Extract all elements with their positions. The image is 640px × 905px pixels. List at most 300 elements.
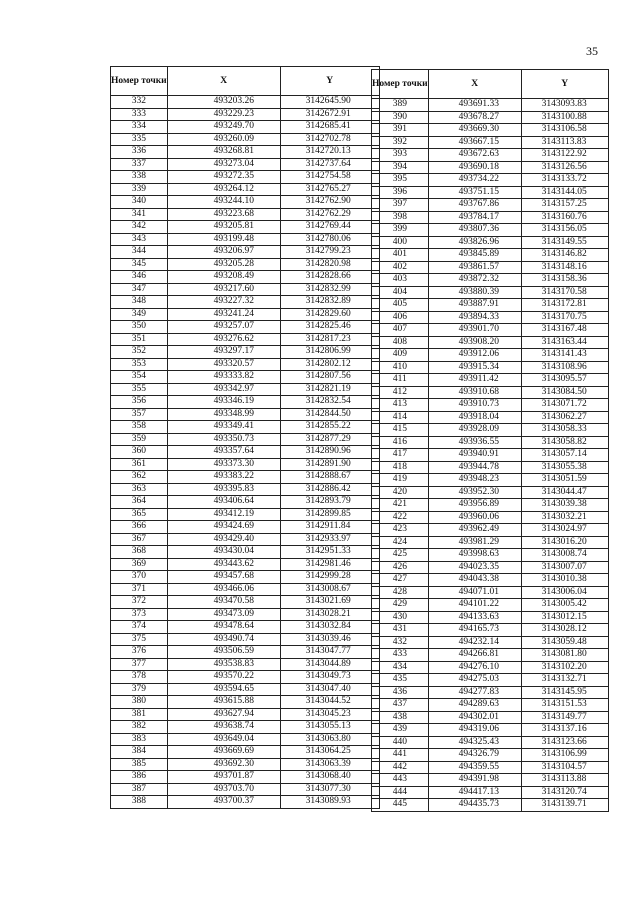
table-row	[111, 758, 380, 771]
table-row	[372, 736, 609, 749]
point-number-cell: 428	[372, 586, 429, 599]
y-coordinate-cell: 3142899.85	[280, 508, 379, 521]
point-number-cell: 437	[372, 699, 429, 712]
table-row	[372, 536, 609, 549]
table-row	[372, 586, 609, 599]
table-row	[372, 786, 609, 799]
y-coordinate-cell: 3143163.44	[521, 336, 608, 349]
table-row	[111, 196, 380, 209]
x-coordinate-cell: 493594.65	[167, 683, 280, 696]
table-row	[372, 99, 609, 112]
y-coordinate-cell: 3142645.90	[280, 96, 379, 109]
y-coordinate-cell: 3143149.77	[521, 711, 608, 724]
point-number-cell: 407	[372, 324, 429, 337]
point-number-cell: 390	[372, 111, 429, 124]
table-row	[372, 286, 609, 299]
table-row	[111, 646, 380, 659]
y-coordinate-cell: 3142737.64	[280, 158, 379, 171]
point-number-cell: 363	[111, 483, 168, 496]
table-row	[111, 746, 380, 759]
point-number-cell: 408	[372, 336, 429, 349]
x-coordinate-cell: 494101.22	[428, 599, 521, 612]
point-number-cell: 334	[111, 121, 168, 134]
table-row	[111, 258, 380, 271]
x-coordinate-cell: 493208.49	[167, 271, 280, 284]
x-coordinate-cell: 493457.68	[167, 571, 280, 584]
point-number-cell: 418	[372, 461, 429, 474]
x-coordinate-cell: 493627.94	[167, 708, 280, 721]
point-number-cell: 359	[111, 433, 168, 446]
x-coordinate-cell: 493570.22	[167, 671, 280, 684]
x-coordinate-cell: 493944.78	[428, 461, 521, 474]
x-coordinate-cell: 493690.18	[428, 161, 521, 174]
point-number-cell: 360	[111, 446, 168, 459]
x-coordinate-cell: 493206.97	[167, 246, 280, 259]
x-coordinate-cell: 493667.15	[428, 136, 521, 149]
table-row	[111, 546, 380, 559]
y-coordinate-cell: 3142762.29	[280, 208, 379, 221]
x-coordinate-cell: 493915.34	[428, 361, 521, 374]
y-coordinate-cell: 3143084.50	[521, 386, 608, 399]
point-number-cell: 411	[372, 374, 429, 387]
point-number-cell: 356	[111, 396, 168, 409]
point-number-cell: 362	[111, 471, 168, 484]
y-coordinate-cell: 3143039.38	[521, 499, 608, 512]
table-row	[372, 361, 609, 374]
y-coordinate-cell: 3143045.23	[280, 708, 379, 721]
y-coordinate-cell: 3142891.90	[280, 458, 379, 471]
x-coordinate-cell: 494326.79	[428, 749, 521, 762]
point-number-cell: 348	[111, 296, 168, 309]
point-number-cell: 405	[372, 299, 429, 312]
table-row	[111, 733, 380, 746]
table-row	[111, 671, 380, 684]
x-coordinate-cell: 493348.99	[167, 408, 280, 421]
x-coordinate-cell: 494359.55	[428, 761, 521, 774]
x-coordinate-cell: 493257.07	[167, 321, 280, 334]
table-row	[111, 171, 380, 184]
point-number-cell: 403	[372, 274, 429, 287]
point-number-cell: 338	[111, 171, 168, 184]
point-number-cell: 443	[372, 774, 429, 787]
y-coordinate-cell: 3142672.91	[280, 108, 379, 121]
table-row	[372, 774, 609, 787]
y-coordinate-cell: 3142702.78	[280, 133, 379, 146]
point-number-cell: 351	[111, 333, 168, 346]
x-coordinate-cell: 493912.06	[428, 349, 521, 362]
point-number-cell: 438	[372, 711, 429, 724]
y-coordinate-cell: 3142685.41	[280, 121, 379, 134]
table-row	[372, 124, 609, 137]
y-coordinate-cell: 3142886.42	[280, 483, 379, 496]
table-row	[111, 683, 380, 696]
x-coordinate-cell: 493678.27	[428, 111, 521, 124]
y-coordinate-cell: 3143145.95	[521, 686, 608, 699]
point-number-cell: 381	[111, 708, 168, 721]
table-row	[111, 521, 380, 534]
x-coordinate-cell: 493807.36	[428, 224, 521, 237]
point-number-cell: 389	[372, 99, 429, 112]
y-coordinate-cell: 3143126.56	[521, 161, 608, 174]
y-coordinate-cell: 3143044.47	[521, 486, 608, 499]
x-coordinate-cell: 493227.32	[167, 296, 280, 309]
x-coordinate-cell: 493861.57	[428, 261, 521, 274]
table-row	[111, 108, 380, 121]
table-row	[372, 411, 609, 424]
x-coordinate-cell: 493638.74	[167, 721, 280, 734]
table-row	[111, 596, 380, 609]
x-coordinate-cell: 493998.63	[428, 549, 521, 562]
y-coordinate-cell: 3143108.96	[521, 361, 608, 374]
table-row	[372, 249, 609, 262]
table-header-row	[372, 70, 609, 99]
table-row	[111, 408, 380, 421]
x-coordinate-cell: 494276.10	[428, 661, 521, 674]
point-number-cell: 396	[372, 186, 429, 199]
y-coordinate-cell: 3143051.59	[521, 474, 608, 487]
table-row	[111, 371, 380, 384]
table-row	[111, 483, 380, 496]
table-row	[372, 261, 609, 274]
table-row	[372, 711, 609, 724]
table-body-left	[111, 96, 380, 809]
table-row	[111, 396, 380, 409]
y-coordinate-cell: 3143151.53	[521, 699, 608, 712]
table-row	[111, 696, 380, 709]
x-coordinate-cell: 494043.38	[428, 574, 521, 587]
y-coordinate-cell: 3142821.19	[280, 383, 379, 396]
x-coordinate-cell: 493887.91	[428, 299, 521, 312]
point-number-cell: 341	[111, 208, 168, 221]
y-coordinate-cell: 3143170.75	[521, 311, 608, 324]
x-coordinate-cell: 493203.26	[167, 96, 280, 109]
point-number-cell: 394	[372, 161, 429, 174]
x-coordinate-cell: 493649.04	[167, 733, 280, 746]
point-number-cell: 349	[111, 308, 168, 321]
point-number-cell: 369	[111, 558, 168, 571]
point-number-cell: 416	[372, 436, 429, 449]
y-coordinate-cell: 3143047.77	[280, 646, 379, 659]
y-coordinate-cell: 3143055.13	[280, 721, 379, 734]
point-number-cell: 340	[111, 196, 168, 209]
y-coordinate-cell: 3143104.57	[521, 761, 608, 774]
point-number-cell: 354	[111, 371, 168, 384]
table-row	[372, 424, 609, 437]
y-coordinate-cell: 3143006.04	[521, 586, 608, 599]
y-coordinate-cell: 3143021.69	[280, 596, 379, 609]
x-coordinate-cell: 493430.04	[167, 546, 280, 559]
y-coordinate-cell: 3142820.98	[280, 258, 379, 271]
point-number-cell: 410	[372, 361, 429, 374]
x-coordinate-cell: 493910.68	[428, 386, 521, 399]
x-coordinate-cell: 493217.60	[167, 283, 280, 296]
x-coordinate-cell: 493894.33	[428, 311, 521, 324]
table-row	[111, 771, 380, 784]
y-coordinate-cell: 3142933.97	[280, 533, 379, 546]
x-coordinate-cell: 494232.14	[428, 636, 521, 649]
x-coordinate-cell: 494165.73	[428, 624, 521, 637]
table-row	[111, 121, 380, 134]
x-coordinate-cell: 494325.43	[428, 736, 521, 749]
y-coordinate-cell: 3143049.73	[280, 671, 379, 684]
x-coordinate-cell: 493333.82	[167, 371, 280, 384]
point-number-cell: 434	[372, 661, 429, 674]
y-coordinate-cell: 3142832.54	[280, 396, 379, 409]
x-coordinate-cell: 493826.96	[428, 236, 521, 249]
x-coordinate-cell: 493960.06	[428, 511, 521, 524]
point-number-cell: 346	[111, 271, 168, 284]
x-coordinate-cell: 493241.24	[167, 308, 280, 321]
table-row	[372, 761, 609, 774]
point-number-cell: 342	[111, 221, 168, 234]
y-coordinate-cell: 3142829.60	[280, 308, 379, 321]
x-coordinate-cell: 493952.30	[428, 486, 521, 499]
x-coordinate-cell: 493880.39	[428, 286, 521, 299]
table-row	[111, 796, 380, 809]
table-row	[111, 558, 380, 571]
x-coordinate-cell: 493669.69	[167, 746, 280, 759]
point-number-cell: 339	[111, 183, 168, 196]
point-number-cell: 361	[111, 458, 168, 471]
y-coordinate-cell: 3142825.46	[280, 321, 379, 334]
table-row	[372, 236, 609, 249]
point-number-cell: 406	[372, 311, 429, 324]
point-number-cell: 441	[372, 749, 429, 762]
table-row	[372, 636, 609, 649]
y-coordinate-cell: 3143170.58	[521, 286, 608, 299]
header-y: Y	[521, 70, 608, 99]
table-row	[372, 611, 609, 624]
y-coordinate-cell: 3143058.33	[521, 424, 608, 437]
point-number-cell: 357	[111, 408, 168, 421]
point-number-cell: 386	[111, 771, 168, 784]
y-coordinate-cell: 3142799.23	[280, 246, 379, 259]
table-row	[372, 386, 609, 399]
point-number-cell: 415	[372, 424, 429, 437]
table-row	[111, 496, 380, 509]
table-row	[372, 311, 609, 324]
table-row	[111, 296, 380, 309]
x-coordinate-cell: 493948.23	[428, 474, 521, 487]
x-coordinate-cell: 493490.74	[167, 633, 280, 646]
point-number-cell: 393	[372, 149, 429, 162]
x-coordinate-cell: 493470.58	[167, 596, 280, 609]
y-coordinate-cell: 3142890.96	[280, 446, 379, 459]
y-coordinate-cell: 3142844.50	[280, 408, 379, 421]
point-number-cell: 413	[372, 399, 429, 412]
x-coordinate-cell: 493443.62	[167, 558, 280, 571]
point-number-cell: 440	[372, 736, 429, 749]
table-row	[372, 274, 609, 287]
point-number-cell: 387	[111, 783, 168, 796]
x-coordinate-cell: 494391.98	[428, 774, 521, 787]
x-coordinate-cell: 493936.55	[428, 436, 521, 449]
table-row	[372, 799, 609, 812]
x-coordinate-cell: 493981.29	[428, 536, 521, 549]
table-row	[111, 146, 380, 159]
table-row	[111, 608, 380, 621]
x-coordinate-cell: 493692.30	[167, 758, 280, 771]
point-number-cell: 367	[111, 533, 168, 546]
x-coordinate-cell: 494319.06	[428, 724, 521, 737]
point-number-cell: 412	[372, 386, 429, 399]
x-coordinate-cell: 493669.30	[428, 124, 521, 137]
table-row	[111, 446, 380, 459]
point-number-cell: 355	[111, 383, 168, 396]
x-coordinate-cell: 493264.12	[167, 183, 280, 196]
y-coordinate-cell: 3143008.74	[521, 549, 608, 562]
point-number-cell: 373	[111, 608, 168, 621]
table-row	[372, 336, 609, 349]
y-coordinate-cell: 3143005.42	[521, 599, 608, 612]
table-row	[372, 624, 609, 637]
x-coordinate-cell: 493424.69	[167, 521, 280, 534]
point-number-cell: 352	[111, 346, 168, 359]
point-number-cell: 372	[111, 596, 168, 609]
table-row	[372, 674, 609, 687]
x-coordinate-cell: 494023.35	[428, 561, 521, 574]
table-row	[111, 721, 380, 734]
y-coordinate-cell: 3143059.48	[521, 636, 608, 649]
table-row	[372, 399, 609, 412]
point-number-cell: 445	[372, 799, 429, 812]
point-number-cell: 368	[111, 546, 168, 559]
y-coordinate-cell: 3143062.27	[521, 411, 608, 424]
table-row	[111, 533, 380, 546]
y-coordinate-cell: 3143132.71	[521, 674, 608, 687]
y-coordinate-cell: 3143100.88	[521, 111, 608, 124]
x-coordinate-cell: 493205.28	[167, 258, 280, 271]
point-number-cell: 336	[111, 146, 168, 159]
table-row	[111, 708, 380, 721]
y-coordinate-cell: 3142888.67	[280, 471, 379, 484]
header-x: X	[167, 67, 280, 96]
y-coordinate-cell: 3143093.83	[521, 99, 608, 112]
x-coordinate-cell: 493845.89	[428, 249, 521, 262]
x-coordinate-cell: 493466.06	[167, 583, 280, 596]
x-coordinate-cell: 493962.49	[428, 524, 521, 537]
table-row	[372, 199, 609, 212]
table-row	[111, 221, 380, 234]
header-y: Y	[280, 67, 379, 96]
point-number-cell: 409	[372, 349, 429, 362]
y-coordinate-cell: 3143160.76	[521, 211, 608, 224]
x-coordinate-cell: 493700.37	[167, 796, 280, 809]
x-coordinate-cell: 493784.17	[428, 211, 521, 224]
point-number-cell: 395	[372, 174, 429, 187]
x-coordinate-cell: 493506.59	[167, 646, 280, 659]
x-coordinate-cell: 493429.40	[167, 533, 280, 546]
x-coordinate-cell: 493346.19	[167, 396, 280, 409]
y-coordinate-cell: 3142754.58	[280, 171, 379, 184]
table-row	[372, 449, 609, 462]
point-number-cell: 377	[111, 658, 168, 671]
point-number-cell: 426	[372, 561, 429, 574]
point-number-cell: 343	[111, 233, 168, 246]
y-coordinate-cell: 3143158.36	[521, 274, 608, 287]
point-number-cell: 414	[372, 411, 429, 424]
point-number-cell: 374	[111, 621, 168, 634]
y-coordinate-cell: 3143077.30	[280, 783, 379, 796]
x-coordinate-cell: 493872.32	[428, 274, 521, 287]
table-row	[111, 321, 380, 334]
x-coordinate-cell: 494417.13	[428, 786, 521, 799]
y-coordinate-cell: 3143044.52	[280, 696, 379, 709]
coordinates-table-left	[110, 66, 380, 809]
table-row	[372, 349, 609, 362]
point-number-cell: 422	[372, 511, 429, 524]
y-coordinate-cell: 3143157.25	[521, 199, 608, 212]
table-row	[372, 299, 609, 312]
table-row	[372, 686, 609, 699]
table-row	[111, 133, 380, 146]
y-coordinate-cell: 3142769.44	[280, 221, 379, 234]
y-coordinate-cell: 3143071.72	[521, 399, 608, 412]
y-coordinate-cell: 3143063.39	[280, 758, 379, 771]
point-number-cell: 400	[372, 236, 429, 249]
table-row	[372, 374, 609, 387]
x-coordinate-cell: 494435.73	[428, 799, 521, 812]
y-coordinate-cell: 3143055.38	[521, 461, 608, 474]
y-coordinate-cell: 3142765.27	[280, 183, 379, 196]
y-coordinate-cell: 3143113.83	[521, 136, 608, 149]
point-number-cell: 378	[111, 671, 168, 684]
table-row	[372, 461, 609, 474]
y-coordinate-cell: 3143063.80	[280, 733, 379, 746]
x-coordinate-cell: 493350.73	[167, 433, 280, 446]
point-number-cell: 388	[111, 796, 168, 809]
y-coordinate-cell: 3143007.07	[521, 561, 608, 574]
x-coordinate-cell: 493297.17	[167, 346, 280, 359]
table-row	[111, 658, 380, 671]
y-coordinate-cell: 3143068.40	[280, 771, 379, 784]
point-number-cell: 333	[111, 108, 168, 121]
x-coordinate-cell: 493691.33	[428, 99, 521, 112]
y-coordinate-cell: 3143032.21	[521, 511, 608, 524]
y-coordinate-cell: 3142999.28	[280, 571, 379, 584]
table-row	[111, 158, 380, 171]
table-row	[372, 599, 609, 612]
x-coordinate-cell: 493229.23	[167, 108, 280, 121]
table-row	[111, 246, 380, 259]
x-coordinate-cell: 493478.64	[167, 621, 280, 634]
table-row	[372, 174, 609, 187]
y-coordinate-cell: 3143139.71	[521, 799, 608, 812]
table-row	[111, 208, 380, 221]
point-number-cell: 423	[372, 524, 429, 537]
table-row	[372, 149, 609, 162]
x-coordinate-cell: 493260.09	[167, 133, 280, 146]
point-number-cell: 375	[111, 633, 168, 646]
table-row	[372, 436, 609, 449]
x-coordinate-cell: 493918.04	[428, 411, 521, 424]
y-coordinate-cell: 3142832.89	[280, 296, 379, 309]
x-coordinate-cell: 493412.19	[167, 508, 280, 521]
x-coordinate-cell: 493956.89	[428, 499, 521, 512]
table-row	[372, 186, 609, 199]
x-coordinate-cell: 493672.63	[428, 149, 521, 162]
y-coordinate-cell: 3143149.55	[521, 236, 608, 249]
x-coordinate-cell: 493751.15	[428, 186, 521, 199]
x-coordinate-cell: 493910.73	[428, 399, 521, 412]
y-coordinate-cell: 3142855.22	[280, 421, 379, 434]
x-coordinate-cell: 493615.88	[167, 696, 280, 709]
table-row	[372, 661, 609, 674]
x-coordinate-cell: 494289.63	[428, 699, 521, 712]
table-row	[372, 561, 609, 574]
table-row	[111, 183, 380, 196]
y-coordinate-cell: 3143010.38	[521, 574, 608, 587]
